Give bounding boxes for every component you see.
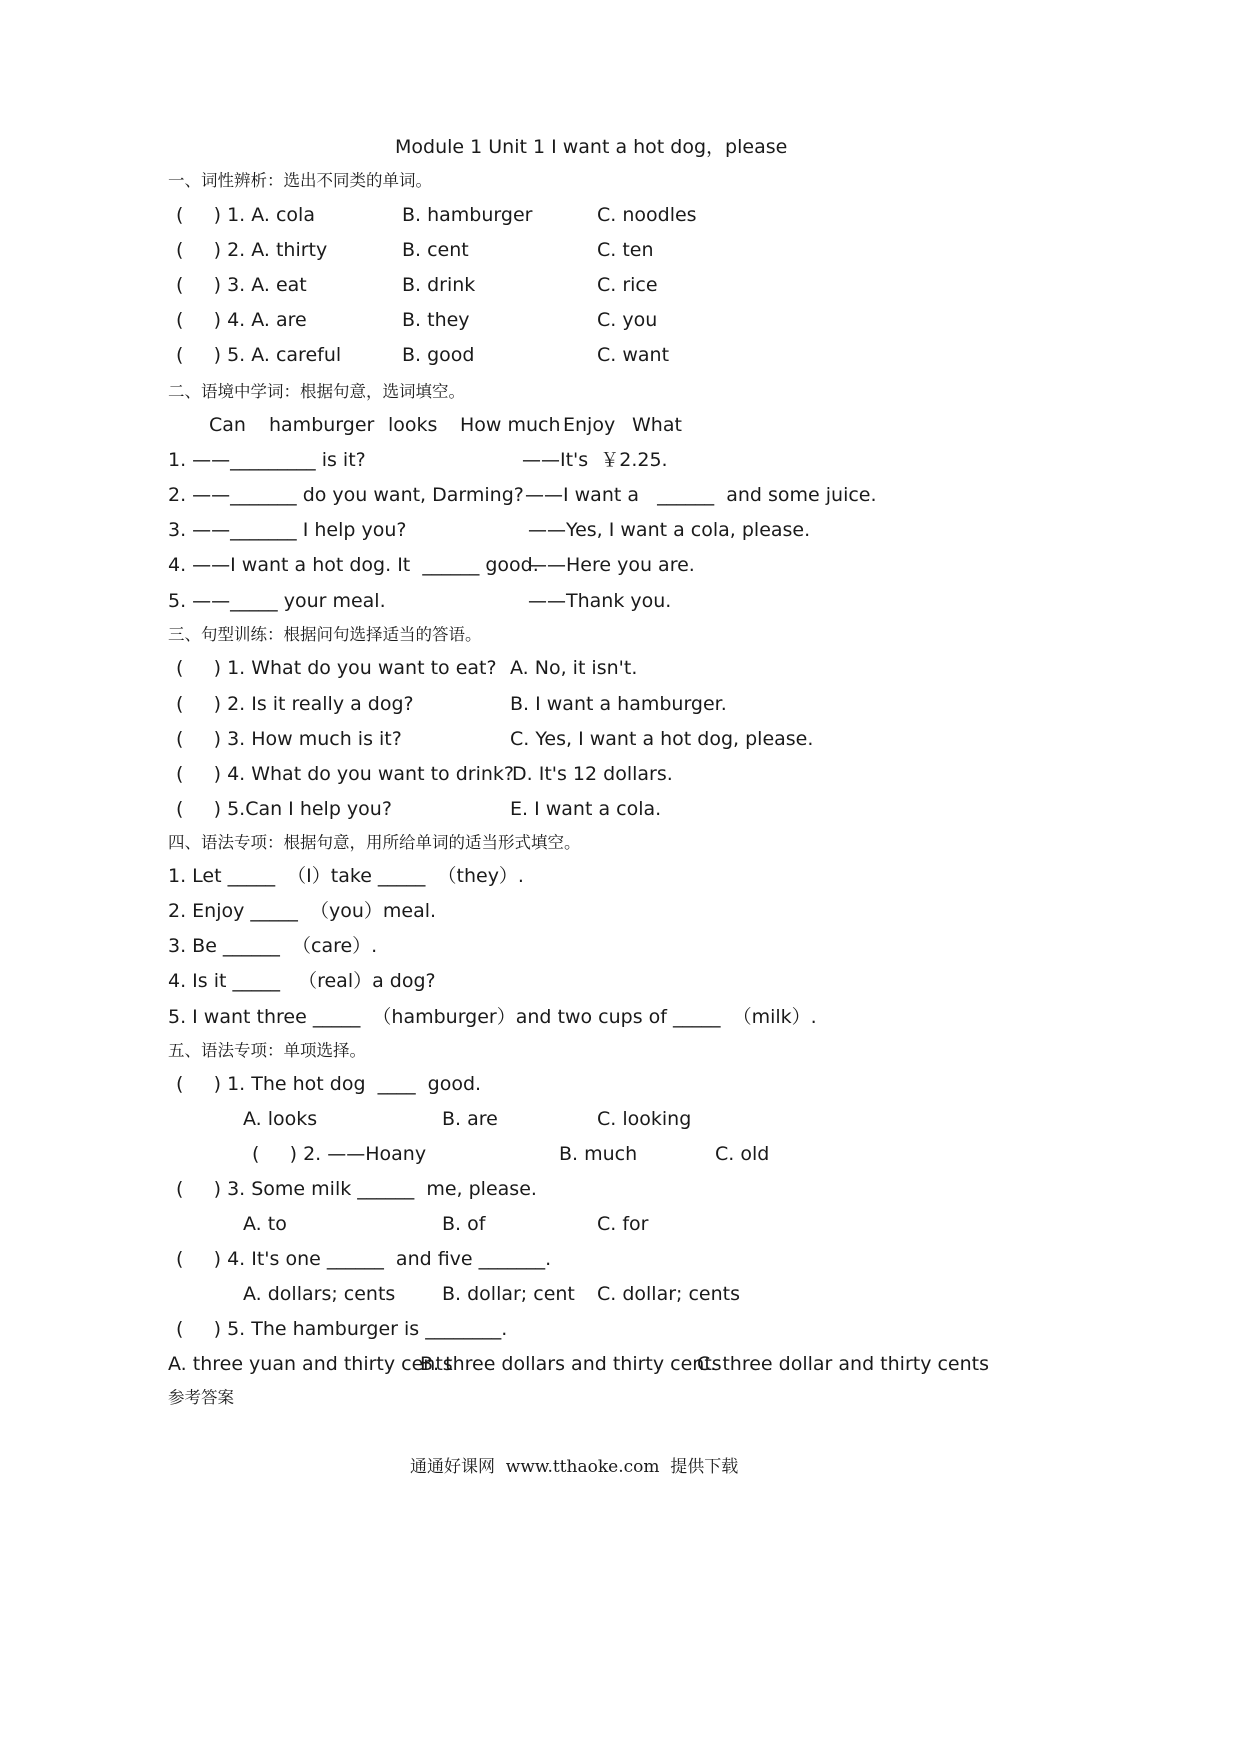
word-bank-item: What	[632, 414, 682, 436]
s5-q1-option-c: C. looking	[597, 1108, 692, 1130]
word-bank-item: Enjoy	[563, 414, 616, 436]
s1-q5-c: C. want	[597, 344, 670, 366]
s2-q3-question: 3. ——_______ I help you?	[168, 519, 407, 541]
s5-q1-option-b: B. are	[442, 1108, 498, 1130]
s5-q4-option-b: B. dollar; cent	[442, 1283, 575, 1305]
s2-q5-question: 5. ——_____ your meal.	[168, 590, 386, 612]
s5-q4: ( ) 4. It's one ______ and five _______.	[176, 1248, 552, 1270]
s3-option-e: E. I want a cola.	[510, 798, 662, 820]
s2-q2-answer: ——I want a ______ and some juice.	[525, 484, 877, 506]
s4-item: 1. Let _____ （I）take _____ （they）.	[168, 865, 524, 887]
s5-q2: ( ) 2. ——Hoany	[252, 1143, 427, 1165]
s4-item: 3. Be ______ （care）.	[168, 935, 378, 957]
answer-key-heading: 参考答案	[168, 1388, 234, 1407]
s5-q5: ( ) 5. The hamburger is ________.	[176, 1318, 508, 1340]
s5-q5-option-c: C. three dollar and thirty cents	[697, 1353, 990, 1375]
s1-q1-a: ( ) 1. A. cola	[176, 204, 315, 226]
s5-q3-option-b: B. of	[442, 1213, 486, 1235]
s2-q1-answer: ——It's ￥2.25.	[522, 449, 668, 471]
word-bank-item: hamburger	[269, 414, 375, 436]
s1-q3-a: ( ) 3. A. eat	[176, 274, 307, 296]
s3-option-c: C. Yes, I want a hot dog, please.	[510, 728, 814, 750]
s2-q5-answer: ——Thank you.	[528, 590, 672, 612]
word-bank-item: How much	[460, 414, 561, 436]
s3-option-d: D. It's 12 dollars.	[512, 763, 673, 785]
s5-q1-option-a: A. looks	[243, 1108, 318, 1130]
s4-item: 4. Is it _____ （real）a dog?	[168, 970, 436, 992]
section4-heading: 四、语法专项：根据句意，用所给单词的适当形式填空。	[168, 833, 581, 852]
s1-q3-b: B. drink	[402, 274, 476, 296]
s5-q2-option-b: B. much	[559, 1143, 638, 1165]
s4-item: 5. I want three _____ （hamburger）and two cups of _____ （milk）.	[168, 1006, 817, 1028]
s1-q3-c: C. rice	[597, 274, 658, 296]
s5-q3: ( ) 3. Some milk ______ me, please.	[176, 1178, 537, 1200]
s1-q2-a: ( ) 2. A. thirty	[176, 239, 328, 261]
s3-q5-question: ( ) 5.Can I help you?	[176, 798, 392, 820]
s2-q4-answer: ——Here you are.	[528, 554, 695, 576]
section1-heading: 一、词性辨析：选出不同类的单词。	[168, 171, 432, 190]
s1-q5-a: ( ) 5. A. careful	[176, 344, 342, 366]
s5-q3-option-a: A. to	[243, 1213, 287, 1235]
page-title: Module 1 Unit 1 I want a hot dog，please	[395, 136, 788, 158]
s3-option-b: B. I want a hamburger.	[510, 693, 727, 715]
footer-source: 通通好课网 www.tthaoke.com 提供下载	[410, 1457, 739, 1477]
s3-q1-question: ( ) 1. What do you want to eat?	[176, 657, 497, 679]
s1-q1-c: C. noodles	[597, 204, 697, 226]
s2-q1-question: 1. ——_________ is it?	[168, 449, 366, 471]
s5-q4-option-a: A. dollars; cents	[243, 1283, 396, 1305]
s1-q4-a: ( ) 4. A. are	[176, 309, 307, 331]
s1-q4-b: B. they	[402, 309, 470, 331]
s3-q4-question: ( ) 4. What do you want to drink?	[176, 763, 514, 785]
s4-item: 2. Enjoy _____ （you）meal.	[168, 900, 437, 922]
s3-option-a: A. No, it isn't.	[510, 657, 638, 679]
s5-q3-option-c: C. for	[597, 1213, 649, 1235]
section5-heading: 五、语法专项：单项选择。	[168, 1041, 366, 1060]
s1-q2-b: B. cent	[402, 239, 469, 261]
word-bank-item: Can	[209, 414, 246, 436]
s5-q4-option-c: C. dollar; cents	[597, 1283, 741, 1305]
s1-q2-c: C. ten	[597, 239, 654, 261]
s5-q5-option-b: B. three dollars and thirty cents	[420, 1353, 722, 1375]
section3-heading: 三、句型训练：根据问句选择适当的答语。	[168, 625, 482, 644]
s2-q3-answer: ——Yes, I want a cola, please.	[528, 519, 811, 541]
s5-q1: ( ) 1. The hot dog ____ good.	[176, 1073, 482, 1095]
s5-q2-option-c: C. old	[715, 1143, 770, 1165]
s3-q2-question: ( ) 2. Is it really a dog?	[176, 693, 414, 715]
section2-heading: 二、语境中学词：根据句意，选词填空。	[168, 382, 465, 401]
s1-q1-b: B. hamburger	[402, 204, 533, 226]
s2-q2-question: 2. ——_______ do you want, Darming?	[168, 484, 524, 506]
word-bank-item: looks	[388, 414, 438, 436]
s1-q4-c: C. you	[597, 309, 658, 331]
s2-q4-question: 4. ——I want a hot dog. It ______ good.	[168, 554, 539, 576]
s5-q5-option-a: A. three yuan and thirty cents	[168, 1353, 453, 1375]
s3-q3-question: ( ) 3. How much is it?	[176, 728, 402, 750]
s1-q5-b: B. good	[402, 344, 475, 366]
